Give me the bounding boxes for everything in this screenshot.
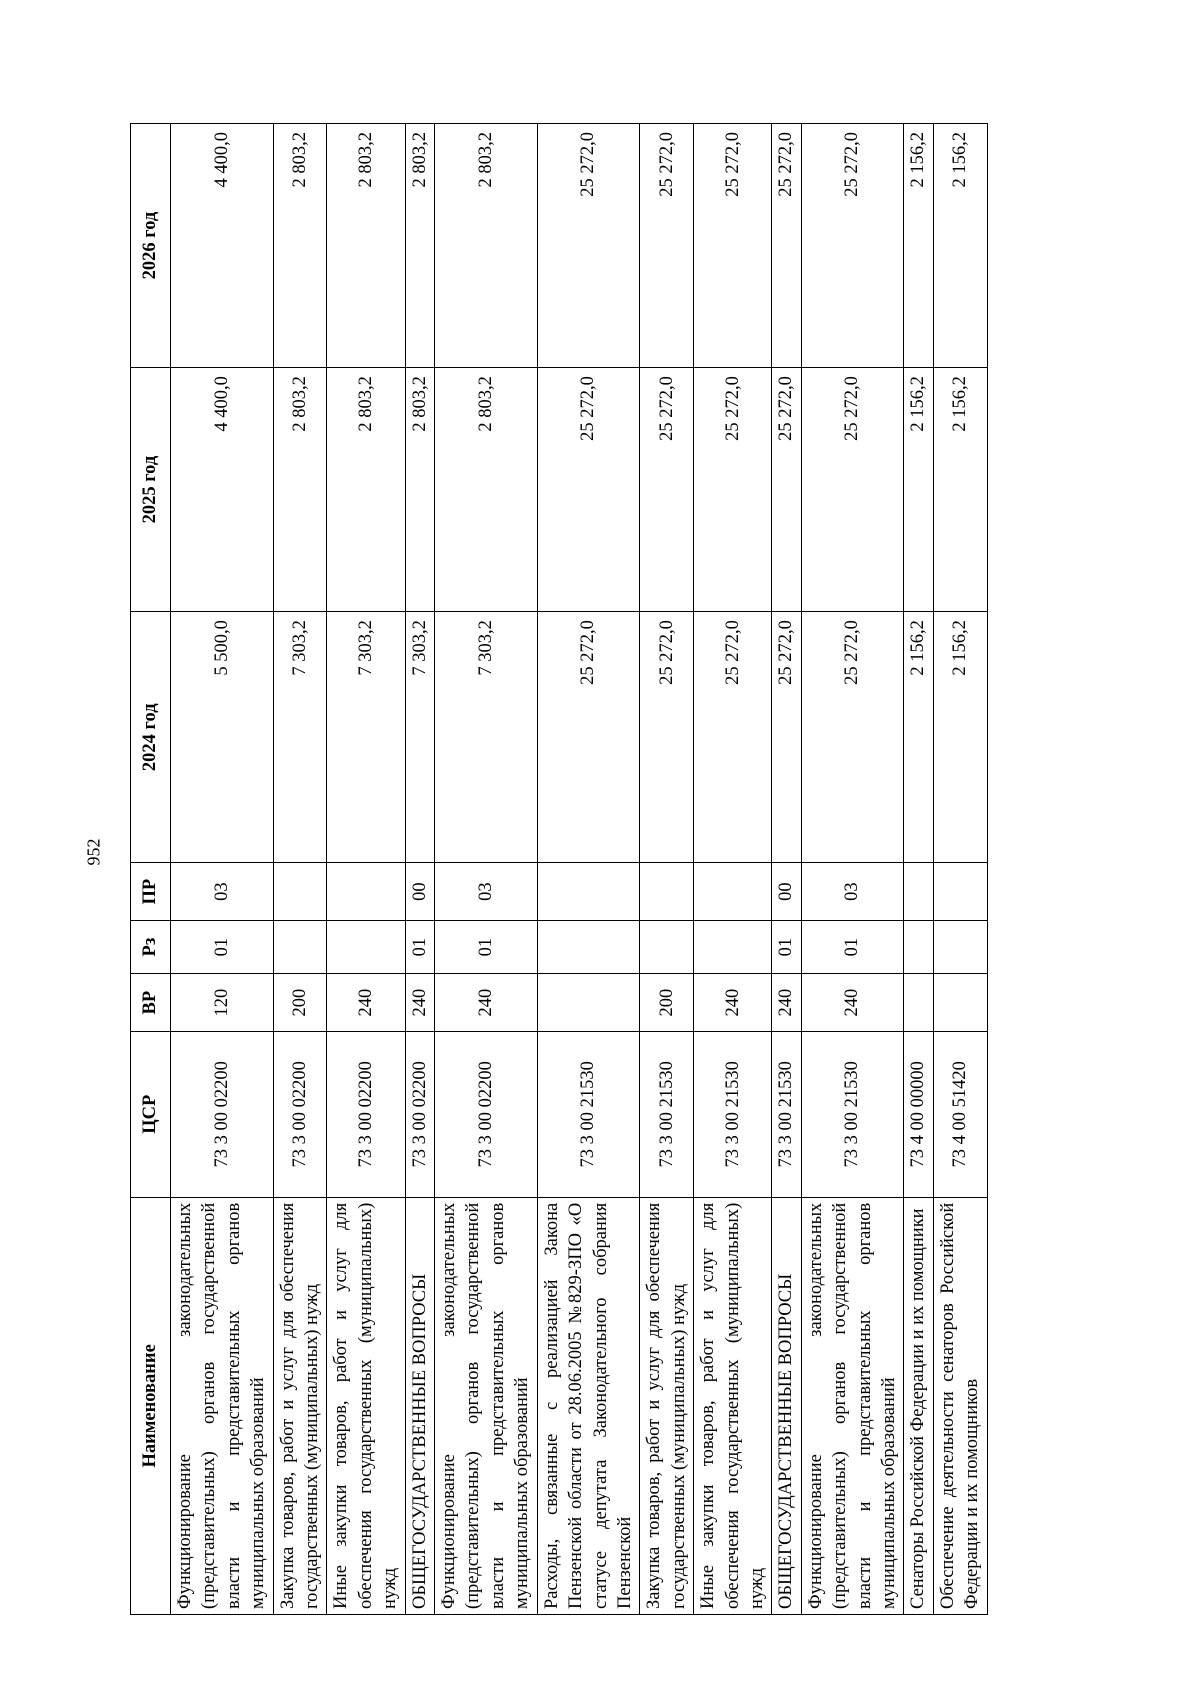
row-2024: 25 272,0	[801, 612, 904, 863]
row-name: Иные закупки товаров, работ и услуг для обеспечения государственных (муниципальных) нужд	[327, 1197, 405, 1614]
row-name: Иные закупки товаров, работ и услуг для обеспечения государственных (муниципальных) нужд	[694, 1197, 772, 1614]
row-2024: 7 303,2	[273, 612, 327, 863]
row-pr: 00	[405, 863, 434, 920]
table-row	[171, 124, 274, 1615]
row-name: Функционирование законодательных (представительных) органов государственной власти и представительных органов муниципальных образований	[171, 1197, 274, 1614]
row-vr	[933, 974, 987, 1031]
budget-table-container	[130, 123, 983, 1615]
row-vr	[537, 974, 640, 1031]
row-pr	[904, 863, 933, 920]
row-rz	[694, 920, 772, 974]
row-2026: 25 272,0	[801, 124, 904, 368]
row-vr: 200	[273, 974, 327, 1031]
row-2025: 25 272,0	[772, 368, 801, 612]
row-name: Обеспечение деятельности сенаторов Российской Федерации и их помощников	[933, 1197, 987, 1614]
row-csr: 73 3 00 02200	[171, 1031, 274, 1197]
row-2025: 4 400,0	[171, 368, 274, 612]
row-2026: 2 803,2	[435, 124, 538, 368]
row-pr	[537, 863, 640, 920]
row-csr: 73 3 00 21530	[694, 1031, 772, 1197]
row-pr: 03	[435, 863, 538, 920]
row-csr: 73 3 00 02200	[273, 1031, 327, 1197]
row-rz	[327, 920, 405, 974]
row-vr: 240	[405, 974, 434, 1031]
page-number: 952	[83, 838, 104, 866]
row-pr: 03	[171, 863, 274, 920]
row-vr: 240	[801, 974, 904, 1031]
header-csr: ЦСР	[131, 1031, 171, 1197]
table-row	[405, 124, 434, 1615]
row-2025: 2 803,2	[435, 368, 538, 612]
row-pr: 00	[772, 863, 801, 920]
row-csr: 73 3 00 21530	[772, 1031, 801, 1197]
row-name: ОБЩЕГОСУДАРСТВЕННЫЕ ВОПРОСЫ	[405, 1197, 434, 1614]
row-pr	[933, 863, 987, 920]
row-vr: 240	[435, 974, 538, 1031]
row-name: Функционирование законодательных (представительных) органов государственной власти и представительных органов муниципальных образований	[435, 1197, 538, 1614]
row-rz	[933, 920, 987, 974]
row-2025: 25 272,0	[694, 368, 772, 612]
header-2024: 2024 год	[131, 612, 171, 863]
row-rz: 01	[405, 920, 434, 974]
table-row	[640, 124, 694, 1615]
row-2024: 2 156,2	[933, 612, 987, 863]
row-2024: 25 272,0	[537, 612, 640, 863]
row-rz: 01	[435, 920, 538, 974]
row-2025: 2 156,2	[933, 368, 987, 612]
row-vr: 200	[640, 974, 694, 1031]
row-vr: 120	[171, 974, 274, 1031]
row-csr: 73 4 00 51420	[933, 1031, 987, 1197]
row-2025: 25 272,0	[801, 368, 904, 612]
row-name: Сенаторы Российской Федерации и их помощники	[904, 1197, 933, 1614]
row-csr: 73 3 00 21530	[640, 1031, 694, 1197]
row-rz	[537, 920, 640, 974]
table-row	[801, 124, 904, 1615]
row-2025: 2 803,2	[405, 368, 434, 612]
row-pr: 03	[801, 863, 904, 920]
row-2025: 25 272,0	[537, 368, 640, 612]
row-2024: 25 272,0	[772, 612, 801, 863]
row-vr: 240	[327, 974, 405, 1031]
header-pr: ПР	[131, 863, 171, 920]
budget-table	[130, 123, 988, 1615]
row-pr	[327, 863, 405, 920]
header-vr: ВР	[131, 974, 171, 1031]
row-2026: 4 400,0	[171, 124, 274, 368]
table-row	[435, 124, 538, 1615]
row-2026: 2 156,2	[904, 124, 933, 368]
row-name: Закупка товаров, работ и услуг для обеспечения государственных (муниципальных) нужд	[273, 1197, 327, 1614]
row-2024: 7 303,2	[405, 612, 434, 863]
row-csr: 73 3 00 21530	[537, 1031, 640, 1197]
table-row	[327, 124, 405, 1615]
row-pr	[694, 863, 772, 920]
row-name: Функционирование законодательных (представительных) органов государственной власти и представительных органов муниципальных образований	[801, 1197, 904, 1614]
row-vr	[904, 974, 933, 1031]
table-row	[537, 124, 640, 1615]
row-rz: 01	[772, 920, 801, 974]
header-2025: 2025 год	[131, 368, 171, 612]
row-pr	[273, 863, 327, 920]
row-rz: 01	[171, 920, 274, 974]
row-csr: 73 3 00 02200	[405, 1031, 434, 1197]
row-csr: 73 3 00 21530	[801, 1031, 904, 1197]
row-vr: 240	[772, 974, 801, 1031]
header-name: Наименование	[131, 1197, 171, 1614]
row-2026: 25 272,0	[694, 124, 772, 368]
row-2024: 5 500,0	[171, 612, 274, 863]
row-name: Расходы, связанные с реализацией Закона Пензенской области от 28.06.2005 №829-ЗПО «О статусе депутата Законодательного собрания Пензенской	[537, 1197, 640, 1614]
row-rz: 01	[801, 920, 904, 974]
row-2024: 25 272,0	[694, 612, 772, 863]
row-rz	[904, 920, 933, 974]
table-row	[904, 124, 933, 1615]
table-header-row	[131, 124, 171, 1615]
row-vr: 240	[694, 974, 772, 1031]
row-2026: 25 272,0	[772, 124, 801, 368]
row-2026: 2 803,2	[327, 124, 405, 368]
row-name: Закупка товаров, работ и услуг для обеспечения государственных (муниципальных) нужд	[640, 1197, 694, 1614]
row-rz	[273, 920, 327, 974]
row-2026: 2 803,2	[405, 124, 434, 368]
row-2025: 25 272,0	[640, 368, 694, 612]
row-2025: 2 803,2	[273, 368, 327, 612]
table-row	[273, 124, 327, 1615]
row-csr: 73 4 00 00000	[904, 1031, 933, 1197]
table-row	[772, 124, 801, 1615]
row-2026: 2 156,2	[933, 124, 987, 368]
row-2026: 25 272,0	[537, 124, 640, 368]
header-rz: Рз	[131, 920, 171, 974]
row-csr: 73 3 00 02200	[327, 1031, 405, 1197]
table-row	[694, 124, 772, 1615]
row-2024: 7 303,2	[435, 612, 538, 863]
row-rz	[640, 920, 694, 974]
row-2026: 25 272,0	[640, 124, 694, 368]
row-2025: 2 803,2	[327, 368, 405, 612]
row-2026: 2 803,2	[273, 124, 327, 368]
row-2025: 2 156,2	[904, 368, 933, 612]
row-csr: 73 3 00 02200	[435, 1031, 538, 1197]
table-row	[933, 124, 987, 1615]
row-2024: 25 272,0	[640, 612, 694, 863]
row-pr	[640, 863, 694, 920]
row-2024: 7 303,2	[327, 612, 405, 863]
header-2026: 2026 год	[131, 124, 171, 368]
row-name: ОБЩЕГОСУДАРСТВЕННЫЕ ВОПРОСЫ	[772, 1197, 801, 1614]
row-2024: 2 156,2	[904, 612, 933, 863]
